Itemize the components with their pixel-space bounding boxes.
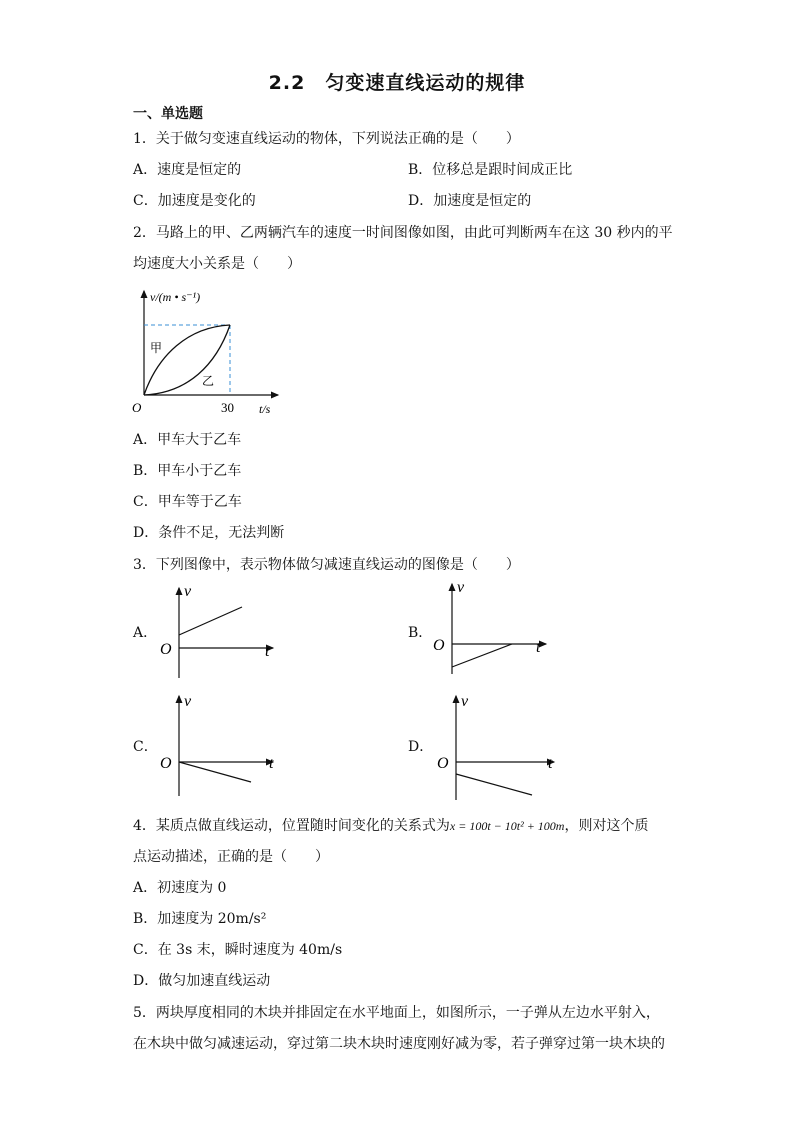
q2-curve-jia [144,325,230,395]
q4-option-a: A．初速度为 0 [133,880,227,896]
q3-option-b-label: B． [408,625,433,641]
q3-option-a-label: A． [133,625,158,641]
q2-label-jia: 甲 [150,341,163,355]
q4-stem-line1 [133,817,648,835]
q2-option-b: B．甲车小于乙车 [133,463,242,479]
q4-option-c: C．在 3s 末，瞬时速度为 40m/s [133,942,343,958]
q3-graph-a [155,582,285,682]
q1-option-a: A．速度是恒定的 [133,162,242,178]
q3-option-d-label: D． [408,739,434,755]
q2-curve-yi [144,325,230,395]
q4-stem-part1: 4．某质点做直线运动，位置随时间变化的关系式为 [133,818,450,834]
q2-xlabel: t/s [259,402,271,416]
q4-stem-part2: ，则对这个质 [564,818,649,834]
q1-option-b: B．位移总是跟时间成正比 [408,162,573,178]
svg-text:t: t [536,639,541,656]
q4-stem-line2: 点运动描述，正确的是（ ） [133,849,329,865]
q2-vt-graph [128,285,288,420]
svg-text:O: O [160,755,172,772]
svg-text:t: t [269,755,274,772]
q3a-line [179,607,242,635]
q3-stem: 3．下列图像中，表示物体做匀减速直线运动的图像是（ ） [133,557,520,573]
svg-text:O: O [437,755,449,772]
page-title: 2.2 匀变速直线运动的规律 [268,72,526,94]
q3c-line [179,762,251,782]
q2-stem-line2: 均速度大小关系是（ ） [133,256,301,272]
q2-tick-30: 30 [221,400,234,415]
svg-text:t: t [265,643,270,660]
q3d-line [456,774,532,795]
svg-text:v: v [184,693,192,710]
q1-option-d: D．加速度是恒定的 [408,193,532,209]
q4-option-d: D．做匀加速直线运动 [133,973,271,989]
svg-text:O: O [160,641,172,658]
svg-text:v: v [457,579,465,596]
q5-stem-line2: 在木块中做匀减速运动，穿过第二块木块时速度刚好减为零，若子弹穿过第一块木块的 [133,1036,665,1052]
svg-text:O: O [433,637,445,654]
q2-option-a: A．甲车大于乙车 [133,432,242,448]
svg-text:v: v [461,693,469,710]
section-heading: 一、单选题 [133,106,203,122]
svg-text:t: t [548,755,553,772]
q2-stem-line1: 2．马路上的甲、乙两辆汽车的速度一时间图像如图，由此可判断两车在这 30 秒内的平 [133,225,673,241]
q4-formula: x = 100t − 10t² + 100m [449,819,565,833]
q2-option-d: D．条件不足，无法判断 [133,525,285,541]
q1-stem: 1．关于做匀变速直线运动的物体，下列说法正确的是（ ） [133,131,520,147]
q2-label-yi: 乙 [202,374,215,388]
q3-option-c-label: C． [133,739,158,755]
q5-stem-line1: 5．两块厚度相同的木块并排固定在水平地面上，如图所示，一子弹从左边水平射入， [133,1005,660,1021]
q3-graph-d [432,690,562,805]
q2-origin: O [132,400,142,415]
q3-graph-b [428,578,558,678]
q2-ylabel: v/(m • s⁻¹) [150,290,201,304]
q1-option-c: C．加速度是变化的 [133,193,256,209]
q2-option-c: C．甲车等于乙车 [133,494,242,510]
svg-text:v: v [184,583,192,600]
q4-option-b: B．加速度为 20m/s² [133,911,267,927]
q3b-line [452,644,512,667]
q3-graph-c [155,690,285,800]
